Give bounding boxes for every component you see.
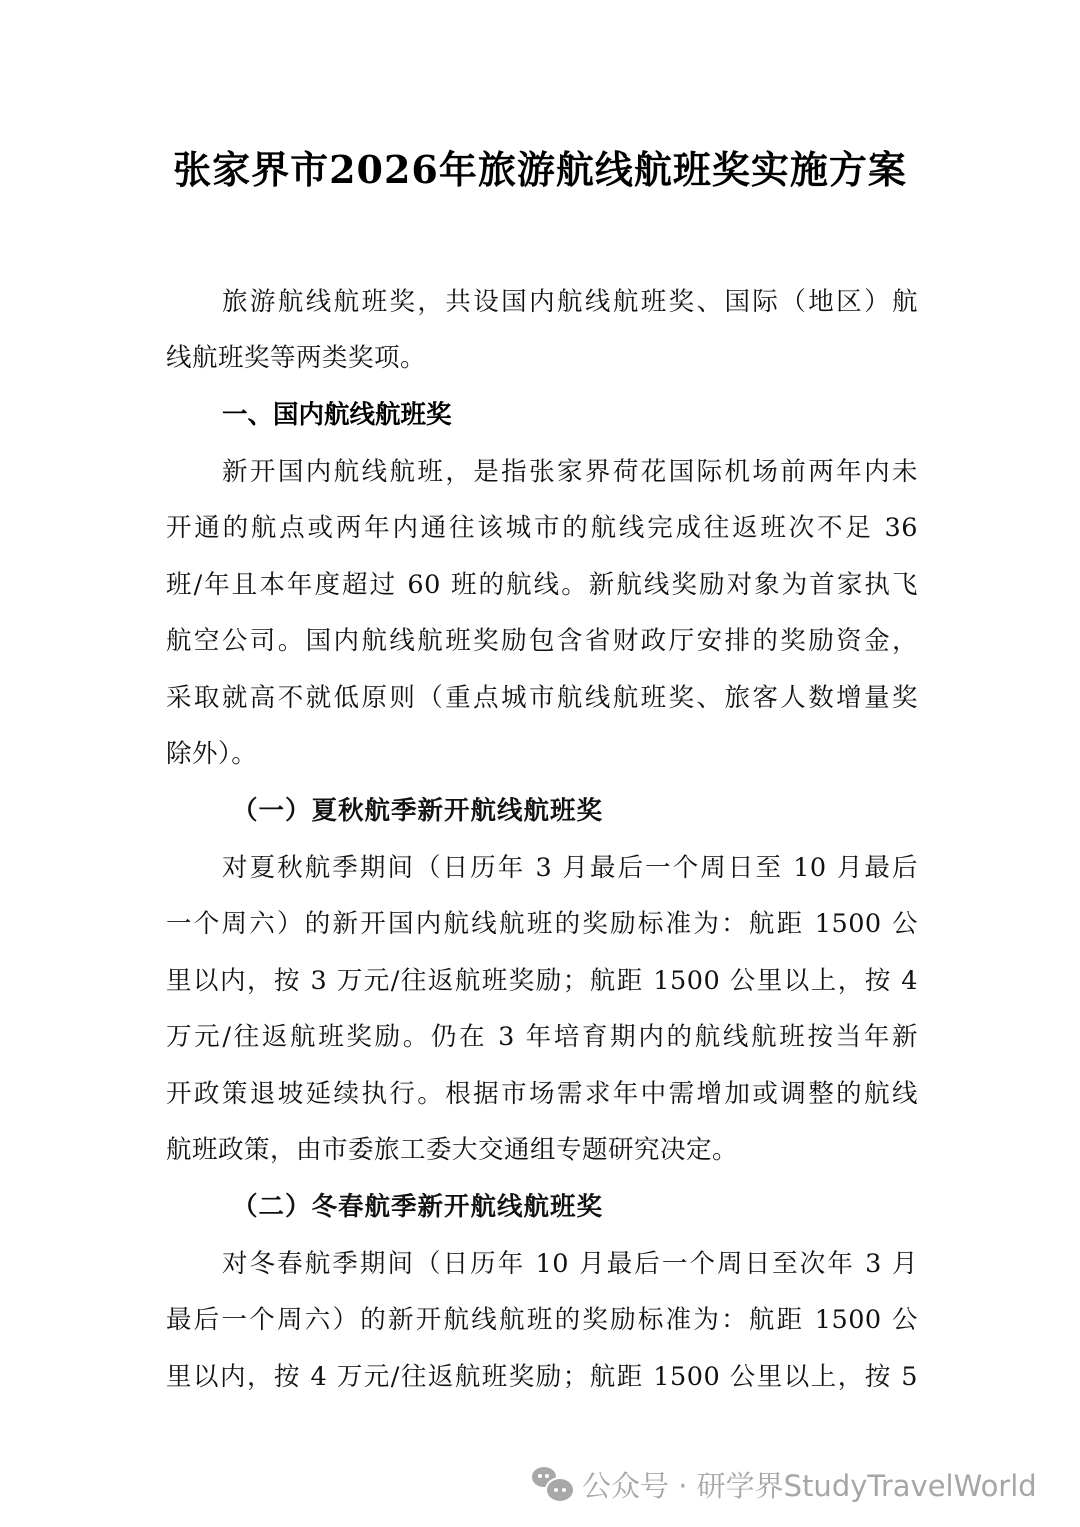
subsection-heading: （二）冬春航季新开航线航班奖 [232,1192,604,1222]
wechat-watermark [532,1462,1037,1506]
intro-line: 旅游航线航班奖，共设国内航线航班奖、国际（地区）航 [222,287,918,317]
paragraph-line: 班/年且本年度超过 60 班的航线。新航线奖励对象为首家执飞 [166,570,918,600]
paragraph-line: 最后一个周六）的新开航线航班的奖励标准为：航距 1500 公 [166,1305,918,1335]
paragraph-line: 对夏秋航季期间（日历年 3 月最后一个周日至 10 月最后 [222,853,918,883]
watermark-text: 公众号 · 研学界StudyTravelWorld [582,1468,1037,1503]
paragraph-line: 开政策退坡延续执行。根据市场需求年中需增加或调整的航线 [166,1079,918,1109]
paragraph-line: 开通的航点或两年内通往该城市的航线完成往返班次不足 36 [166,513,918,543]
wechat-icon [532,1467,572,1501]
intro-line: 线航班奖等两类奖项。 [166,343,427,373]
paragraph-line: 一个周六）的新开国内航线航班的奖励标准为：航距 1500 公 [166,909,918,939]
document-title: 张家界市2026年旅游航线航班奖实施方案 [173,147,907,192]
paragraph-line: 里以内，按 3 万元/往返航班奖励；航距 1500 公里以上，按 4 [166,966,918,996]
paragraph-line: 航空公司。国内航线航班奖励包含省财政厅安排的奖励资金， [166,626,918,656]
paragraph-line: 航班政策，由市委旅工委大交通组专题研究决定。 [166,1135,739,1165]
section-heading: 一、国内航线航班奖 [222,400,452,430]
paragraph-line: 新开国内航线航班，是指张家界荷花国际机场前两年内未 [222,457,918,487]
paragraph-line: 除外）。 [166,739,258,769]
paragraph-line: 里以内，按 4 万元/往返航班奖励；航距 1500 公里以上，按 5 [166,1362,918,1392]
paragraph-line: 对冬春航季期间（日历年 10 月最后一个周日至次年 3 月 [222,1249,918,1279]
paragraph-line: 万元/往返航班奖励。仍在 3 年培育期内的航线航班按当年新 [166,1022,918,1052]
subsection-heading: （一）夏秋航季新开航线航班奖 [232,796,604,826]
paragraph-line: 采取就高不就低原则（重点城市航线航班奖、旅客人数增量奖 [166,683,918,713]
